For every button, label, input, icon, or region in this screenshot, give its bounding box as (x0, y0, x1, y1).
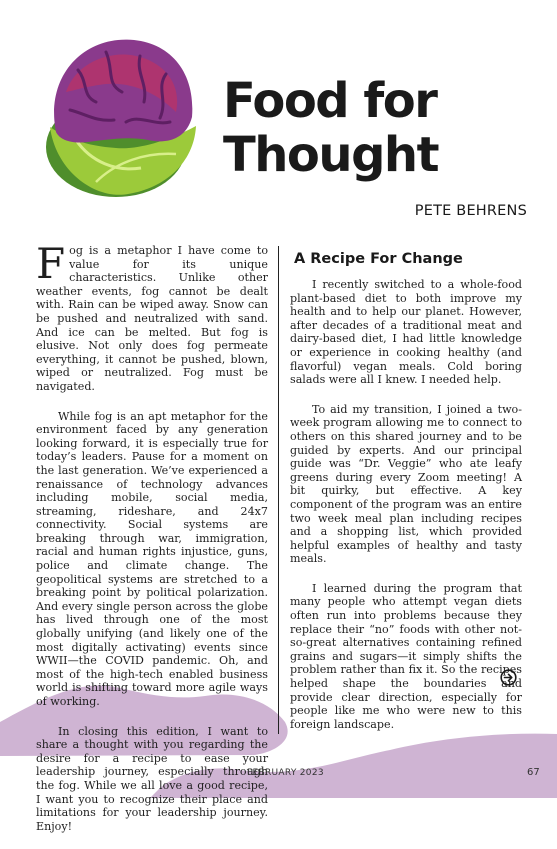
drop-cap: F (36, 239, 66, 288)
intro-paragraph (36, 239, 268, 394)
body-paragraph: While fog is an apt metaphor for the environment faced by any generation looking forward, it is especially true for today’s leaders. Pause for a moment on the last generation. We’ve experienced a renaissance of technology advances including mobile, social media, streaming, rideshare, and 24x7 connectivity. Social systems are breaking through war, immigration, racial and human rights injustice, guns, police and climate change. The geopolitical systems are stretched to a breaking point by political polarization. And every single person across the globe has lived through one of the most globally unifying (and likely one of the most digitally activating) events since WWII—the COVID pandemic. Oh, and most of the high-tech enabled business world is shifting toward more agile ways of working. (36, 409, 268, 708)
page-number: 67 (527, 767, 540, 778)
title-line-1: Food for (223, 73, 437, 129)
article-left-column (36, 239, 268, 849)
body-paragraph: I recently switched to a whole-food plant-based diet to both improve my health and to help our planet. However, after decades of a traditional meat and dairy-based diet, I had little knowledge or experience in cooking healthy (and flavorful) vegan meals. Cold boring salads were all I knew. I needed help. (290, 278, 522, 387)
body-paragraph: In closing this edition, I want to share a thought with you regarding the desire for a recipe to ease your leadership journey, especially through the fog. While we all love a good recipe, I want you to recognize their place and limitations for your leadership journey. Enjoy! (36, 724, 268, 833)
arrow-right-circle-icon[interactable] (500, 669, 517, 686)
body-paragraph: I learned during the program that many people who attempt vegan diets often run into problems because they replace their “no” foods with other not-so-great alternatives containing refined grains and sugars—it simply shifts the problem rather than fix it. So the recipes helped shape the boundaries and provide clear direction, especially for people like me who were new to this foreign landscape. (290, 581, 522, 731)
brain-cabbage-illustration (36, 22, 206, 200)
author-byline: PETE BEHRENS (414, 203, 527, 219)
column-divider (278, 246, 279, 734)
title-line-2: Thought (223, 127, 439, 183)
article-title (223, 74, 438, 182)
section-subhead: A Recipe For Change (294, 251, 463, 267)
body-paragraph: To aid my transition, I joined a two-week program allowing me to connect to others on this shared journey and to be guided by experts. And our principal guide was “Dr. Veggie” who ate leafy greens during every Zoom meeting! A bit quirky, but effective. A key component of the program was an entire two week meal plan including recipes and a shopping list, which provided helpful examples of healthy and tasty meals. (290, 402, 522, 566)
article-right-column (290, 244, 522, 747)
footer-issue-date: FEBRUARY 2023 (247, 768, 324, 778)
intro-paragraph-text: og is a metaphor I have come to value for its unique characteristics. Unlike other weather events, fog cannot be dealt with. Rain can be wiped away. Snow can be pushed and neutralized with sand. And ice can be melted. But fog is elusive. Not only does fog permeate everything, it cannot be pushed, blown, wiped or neutralized. Fog must be navigated. (36, 244, 268, 393)
